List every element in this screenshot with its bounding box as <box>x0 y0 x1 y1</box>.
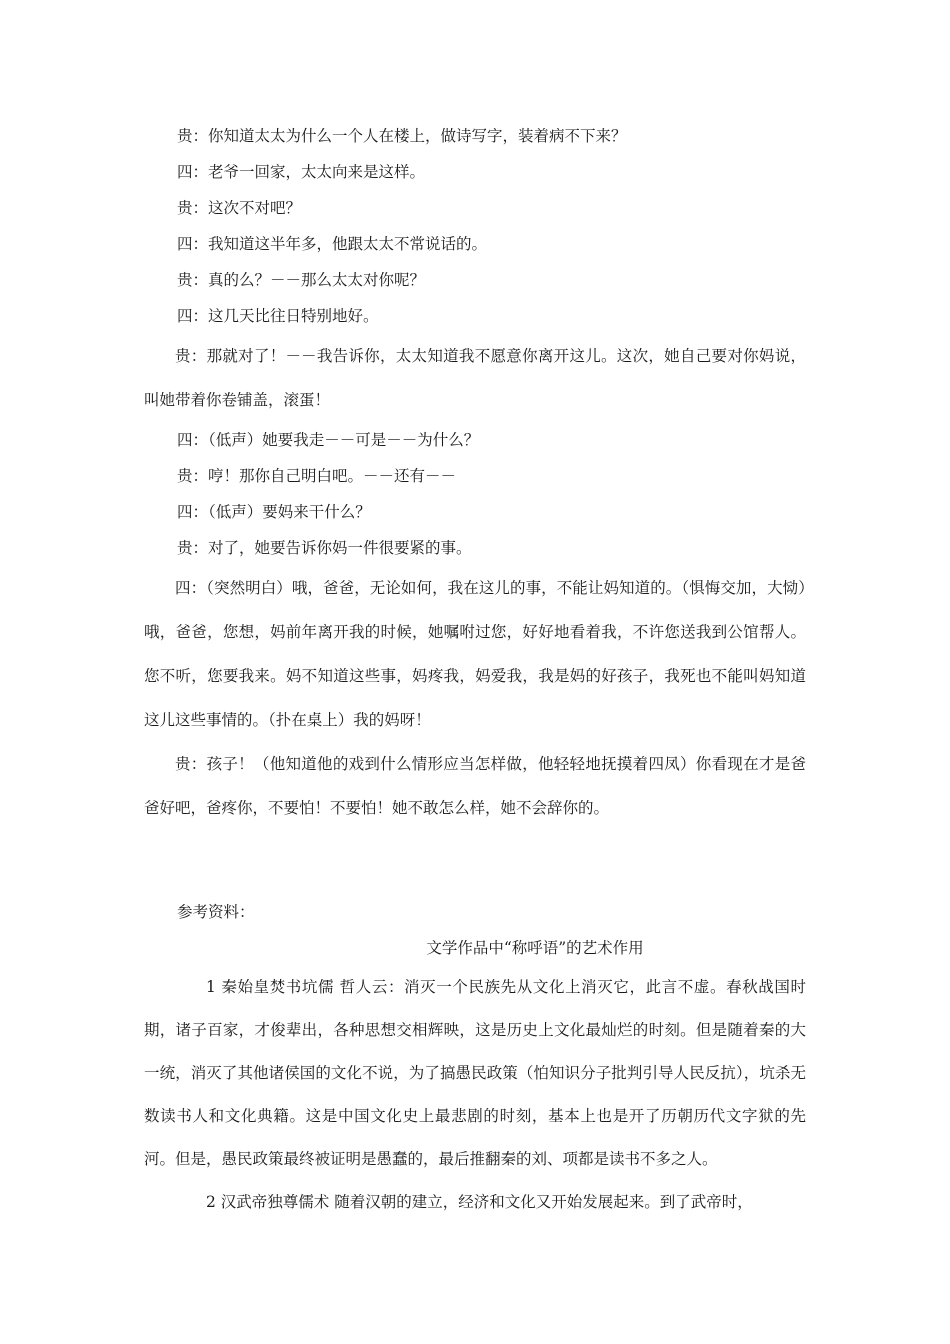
dialogue-line: 贵：这次不对吧？ <box>177 199 302 217</box>
dialogue-line: 四：（突然明白）哦，爸爸，无论如何，我在这儿的事，不能让妈知道的。（惧悔交加，大恸）哦，爸爸，您想，妈前年离开我的时候，她嘱咐过您，好好地看着我，不许您送我到公馆帮人。您不听，您要我来。妈不知道这些事，妈疼我，妈爱我，我是妈的好孩子，我死也不能叫妈知道这儿这些事情的。（扑在桌上）我的妈呀！ <box>144 579 806 729</box>
dialogue-line: 四：这几天比往日特别地好。 <box>177 307 379 325</box>
dialogue-line: 四：我知道这半年多，他跟太太不常说话的。 <box>177 235 488 253</box>
dialogue-line: 贵：孩子！（他知道他的戏到什么情形应当怎样做，他轻轻地抚摸着四凤）你看现在才是爸爸好吧，爸疼你，不要怕！不要怕！她不敢怎么样，她不会辞你的。 <box>144 755 806 817</box>
section-gap <box>144 830 806 894</box>
dialogue-line: 四：（低声）她要我走－－可是－－为什么？ <box>177 431 480 449</box>
dialogue-line: 贵：真的么？－－那么太太对你呢？ <box>177 271 426 289</box>
dialogue-line: 贵：哼！那你自己明白吧。－－还有－－ <box>177 467 457 485</box>
document-page <box>144 118 806 1224</box>
dialogue-line: 贵：你知道太太为什么一个人在楼上，做诗写字，装着病不下来？ <box>177 127 627 145</box>
reference-section: 1 秦始皇焚书坑儒 哲人云：消灭一个民族先从文化上消灭它，此言不虚。春秋战国时期，诸子百家，才俊辈出，各种思想交相辉映，这是历史上文化最灿烂的时刻。但是随着秦的大一统，消灭了其他诸侯国的文化不说，为了搞愚民政策（怕知识分子批判引导人民反抗），坑杀无数读书人和文化典籍。这是中国文化史上最悲剧的时刻，基本上也是开了历朝历代文字狱的先河。但是，愚民政策最终被证明是愚蠢的，最后推翻秦的刘、项都是读书不多之人。 <box>144 978 806 1168</box>
reference-title: 文学作品中“称呼语”的艺术作用 <box>426 939 644 957</box>
reference-section: 2 汉武帝独尊儒术 随着汉朝的建立，经济和文化又开始发展起来。到了武帝时， <box>206 1193 753 1211</box>
reference-label: 参考资料： <box>177 903 255 921</box>
dialogue-line: 四：老爷一回家，太太向来是这样。 <box>177 163 426 181</box>
dialogue-line: 贵：对了，她要告诉你妈一件很要紧的事。 <box>177 539 472 557</box>
dialogue-line: 四：（低声）要妈来干什么？ <box>177 503 371 521</box>
dialogue-line: 贵：那就对了！－－我告诉你，太太知道我不愿意你离开这儿。这次，她自己要对你妈说，叫她带着你卷铺盖，滚蛋！ <box>144 347 806 409</box>
